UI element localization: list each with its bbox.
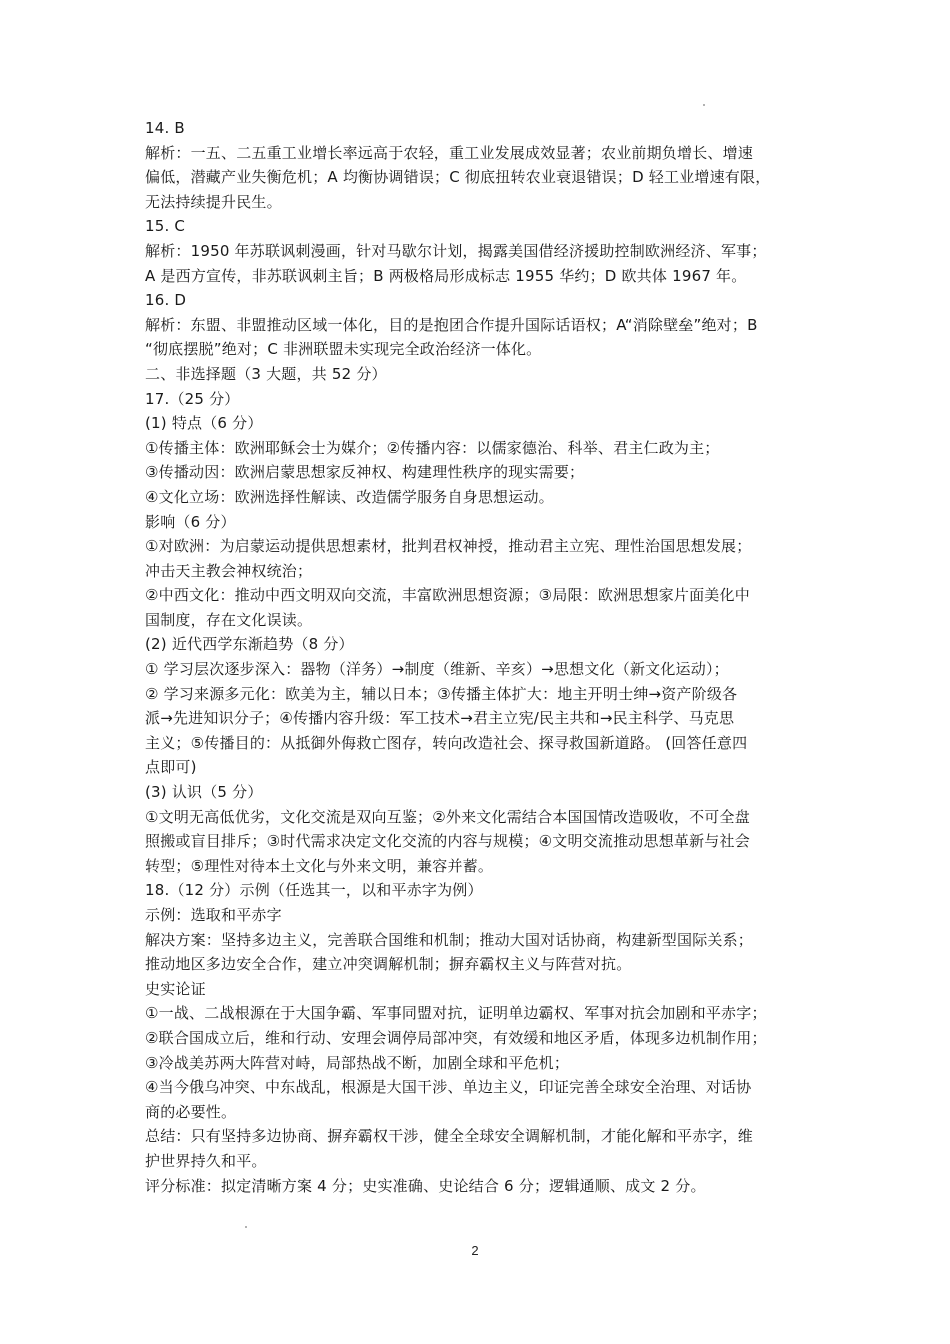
text-line: 照搬或盲目排斥；③时代需求决定文化交流的内容与规模；④文明交流推动思想革新与社会 (145, 832, 750, 851)
text-line: ①文明无高低优劣，文化交流是双向互鉴；②外来文化需结合本国国情改造吸收，不可全盘 (145, 807, 750, 826)
text-line: 示例：选取和平赤字 (145, 906, 282, 924)
text-line: ② 学习来源多元化：欧美为主，辅以日本；③传播主体扩大：地主开明士绅→资产阶级各 (145, 684, 738, 703)
text-line: 17.（25 分） (145, 389, 240, 408)
text-line: (1) 特点（6 分） (145, 414, 263, 433)
text-line: (3) 认识（5 分） (145, 783, 263, 802)
answer-text-body (145, 116, 813, 1198)
text-line: 解决方案：坚持多边主义，完善联合国维和机制；推动大国对话协商，构建新型国际关系； (145, 930, 754, 949)
text-line: 国制度，存在文化误读。 (145, 610, 313, 629)
text-line: “彻底摆脱”绝对；C 非洲联盟未实现完全政治经济一体化。 (145, 340, 542, 359)
text-line: 评分标准：拟定清晰方案 4 分；史实准确、史论结合 6 分；逻辑通顺、成文 2 分。 (145, 1176, 706, 1195)
text-line: 解析：东盟、非盟推动区域一体化，目的是抱团合作提升国际话语权；A“消除壁垒”绝对；B (145, 315, 758, 334)
text-line: ③冷战美苏两大阵营对峙，局部热战不断，加剧全球和平危机； (145, 1053, 570, 1072)
text-line: 转型；⑤理性对待本土文化与外来文明，兼容并蓄。 (145, 856, 494, 875)
text-line: 冲击天主教会神权统治； (145, 561, 313, 580)
text-line: 解析：一五、二五重工业增长率远高于农轻，重工业发展成效显著；农业前期负增长、增速 (145, 143, 754, 162)
text-line: ②中西文化：推动中西文明双向交流，丰富欧洲思想资源；③局限：欧洲思想家片面美化中 (145, 586, 750, 605)
text-line: 偏低，潜藏产业失衡危机；A 均衡协调错误；C 彻底扭转农业衰退错误；D 轻工业增速有限， (145, 168, 771, 187)
text-line: 护世界持久和平。 (145, 1151, 267, 1170)
text-line: ③传播动因：欧洲启蒙思想家反神权、构建理性秩序的现实需要； (145, 463, 585, 482)
text-line: 商的必要性。 (145, 1102, 237, 1121)
text-line: 16. D (145, 291, 187, 310)
scan-speck (245, 1226, 247, 1228)
text-line: 主义；⑤传播目的：从抵御外侮救亡图存，转向改造社会、探寻救国新道路。 (回答任意四 (145, 733, 748, 752)
text-line: ①对欧洲：为启蒙运动提供思想素材，批判君权神授，推动君主立宪、理性治国思想发展； (145, 537, 752, 556)
text-line: 史实论证 (145, 979, 206, 998)
text-line: 二、非选择题（3 大题，共 52 分） (145, 364, 387, 383)
text-line: 推动地区多边安全合作，建立冲突调解机制；摒弃霸权主义与阵营对抗。 (145, 955, 632, 974)
scan-speck (703, 104, 705, 106)
text-line: 无法持续提升民生。 (145, 192, 282, 211)
text-line: 18.（12 分）示例（任选其一，以和平赤字为例） (145, 881, 483, 900)
text-line: A 是西方宣传，非苏联讽刺主旨；B 两极格局形成标志 1955 华约；D 欧共体 1967 年。 (145, 266, 747, 285)
page-number: 2 (471, 1243, 479, 1258)
text-line: 解析：1950 年苏联讽刺漫画，针对马歇尔计划，揭露美国借经济援助控制欧洲经济、军事； (145, 241, 767, 260)
text-line: ①一战、二战根源在于大国争霸、军事同盟对抗，证明单边霸权、军事对抗会加剧和平赤字； (145, 1004, 767, 1023)
text-line: 派→先进知识分子；④传播内容升级：军工技术→君主立宪/民主共和→民主科学、马克思 (145, 709, 735, 728)
text-line: ①传播主体：欧洲耶稣会士为媒介；②传播内容：以儒家德治、科举、君主仁政为主； (145, 438, 720, 457)
text-line: ④当今俄乌冲突、中东战乱，根源是大国干涉、单边主义，印证完善全球安全治理、对话协 (145, 1078, 752, 1097)
text-line: 点即可) (145, 758, 197, 777)
text-line: 总结：只有坚持多边协商、摒弃霸权干涉，健全全球安全调解机制，才能化解和平赤字，维 (145, 1127, 754, 1146)
text-line: 15. C (145, 217, 186, 236)
text-line: ②联合国成立后，维和行动、安理会调停局部冲突，有效缓和地区矛盾，体现多边机制作用； (145, 1028, 767, 1047)
text-line: (2) 近代西学东渐趋势（8 分） (145, 635, 354, 654)
text-line: 14. B (145, 119, 185, 137)
text-line: 影响（6 分） (145, 512, 236, 531)
text-line: ① 学习层次逐步深入：器物（洋务）→制度（维新、辛亥）→思想文化（新文化运动）； (145, 660, 729, 679)
text-line: ④文化立场：欧洲选择性解读、改造儒学服务自身思想运动。 (145, 487, 554, 506)
